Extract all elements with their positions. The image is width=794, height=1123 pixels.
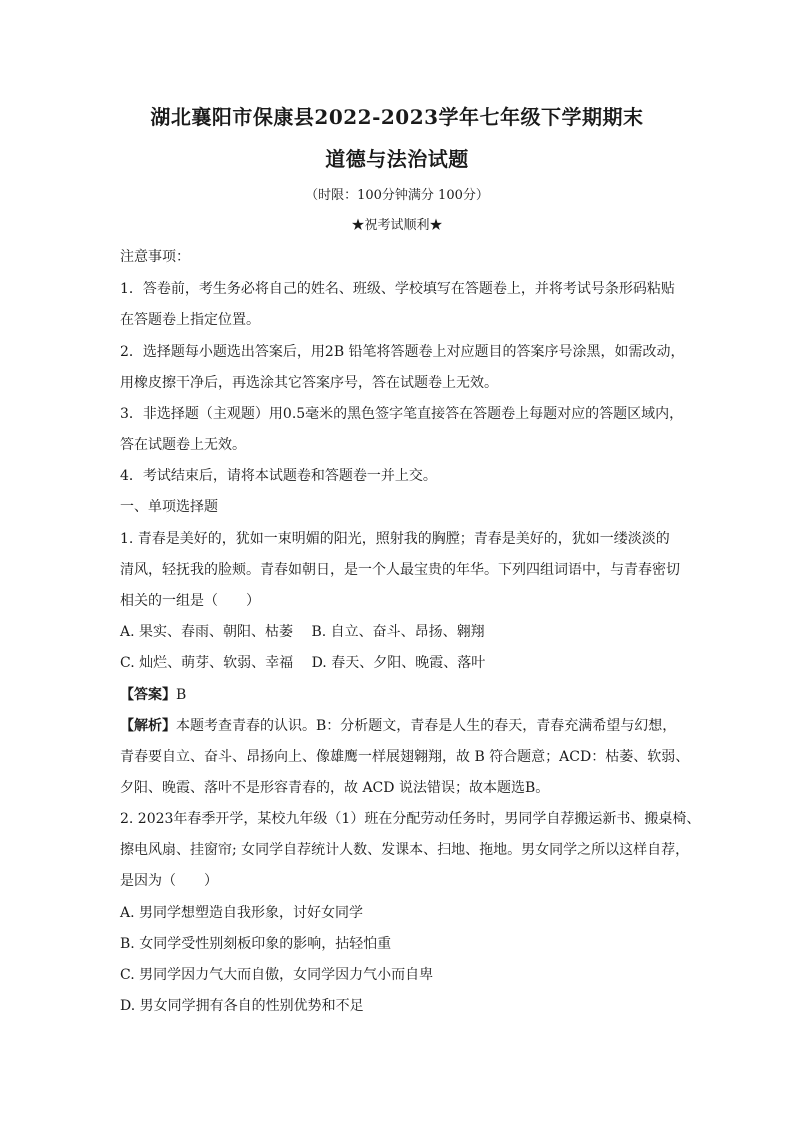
notice-line-7: 4．考试结束后，请将本试题卷和答题卷一并上交。 [120, 468, 437, 484]
q2-stem-line-2: 擦电风扇、挂窗帘; 女同学自荐统计人数、发课本、扫地、拖地。男女同学之所以这样自荐， [120, 842, 690, 858]
notice-line-3: 2．选择题每小题选出答案后，用2B 铅笔将答题卷上对应题目的答案序号涂黑，如需改动， [120, 344, 685, 360]
notice-line-6: 答在试题卷上无效。 [120, 437, 246, 453]
q1-analysis-line-1 [120, 716, 676, 736]
exam-title-line2: 道德与法治试题 [325, 147, 469, 171]
q1-stem-line-3: 相关的一组是（ ） [120, 593, 260, 609]
q1-options-row-1: A. 果实、春雨、朝阳、枯萎 B. 自立、奋斗、昂扬、翱翔 [120, 624, 485, 640]
answer-label: 【答案】 [120, 687, 176, 703]
q1-options-row-2: C. 灿烂、萌芽、软弱、幸福 D. 春天、夕阳、晚霞、落叶 [120, 655, 486, 671]
q2-stem-line-1: 2. 2023年春季开学，某校九年级（1）班在分配劳动任务时，男同学自荐搬运新书、搬桌椅、 [120, 811, 701, 827]
time-limit: （时限：100分钟满分 100分） [305, 188, 489, 203]
q2-option-b: B. 女同学受性别刻板印象的影响，拈轻怕重 [120, 936, 392, 952]
analysis-text: 本题考查青春的认识。B：分析题文，青春是人生的春天，青春充满希望与幻想， [176, 718, 677, 734]
q2-stem-line-3: 是因为（ ） [120, 873, 218, 889]
q1-analysis-line-3: 夕阳、晚霞、落叶不是形容青春的，故 ACD 说法错误；故本题选B。 [120, 780, 550, 796]
exam-wish: ★祝考试顺利★ [351, 218, 443, 233]
q1-stem-line-2: 清风，轻抚我的脸颊。青春如朝日，是一个人最宝贵的年华。下列四组词语中，与青春密切 [120, 562, 680, 578]
notice-line-1: 1．答卷前，考生务必将自己的姓名、班级、学校填写在答题卷上，并将考试号条形码粘贴 [120, 281, 675, 297]
q1-stem-line-1: 1. 青春是美好的，犹如一束明媚的阳光，照射我的胸膛；青春是美好的，犹如一缕淡淡的 [120, 531, 670, 547]
analysis-label: 【解析】 [120, 718, 176, 734]
exam-title-line1: 湖北襄阳市保康县2022-2023学年七年级下学期期末 [150, 105, 644, 129]
notice-line-2: 在答题卷上指定位置。 [120, 312, 260, 328]
q1-analysis-line-2: 青春要自立、奋斗、昂扬向上、像雄鹰一样展翅翱翔，故 B 符合题意；ACD：枯萎、软弱、 [120, 749, 690, 765]
notice-line-4: 用橡皮擦干净后，再选涂其它答案序号，答在试题卷上无效。 [120, 375, 498, 391]
notice-heading: 注意事项： [120, 249, 190, 265]
q1-answer [120, 685, 186, 705]
notice-line-5: 3．非选择题（主观题）用0.5毫米的黑色签字笔直接答在答题卷上每题对应的答题区域内， [120, 406, 684, 422]
q2-option-c: C. 男同学因力气大而自傲，女同学因力气小而自卑 [120, 967, 434, 983]
section-heading: 一、单项选择题 [120, 499, 218, 515]
q2-option-d: D. 男女同学拥有各自的性别优势和不足 [120, 998, 364, 1014]
q2-option-a: A. 男同学想塑造自我形象，讨好女同学 [120, 905, 364, 921]
answer-value: B [176, 687, 187, 703]
